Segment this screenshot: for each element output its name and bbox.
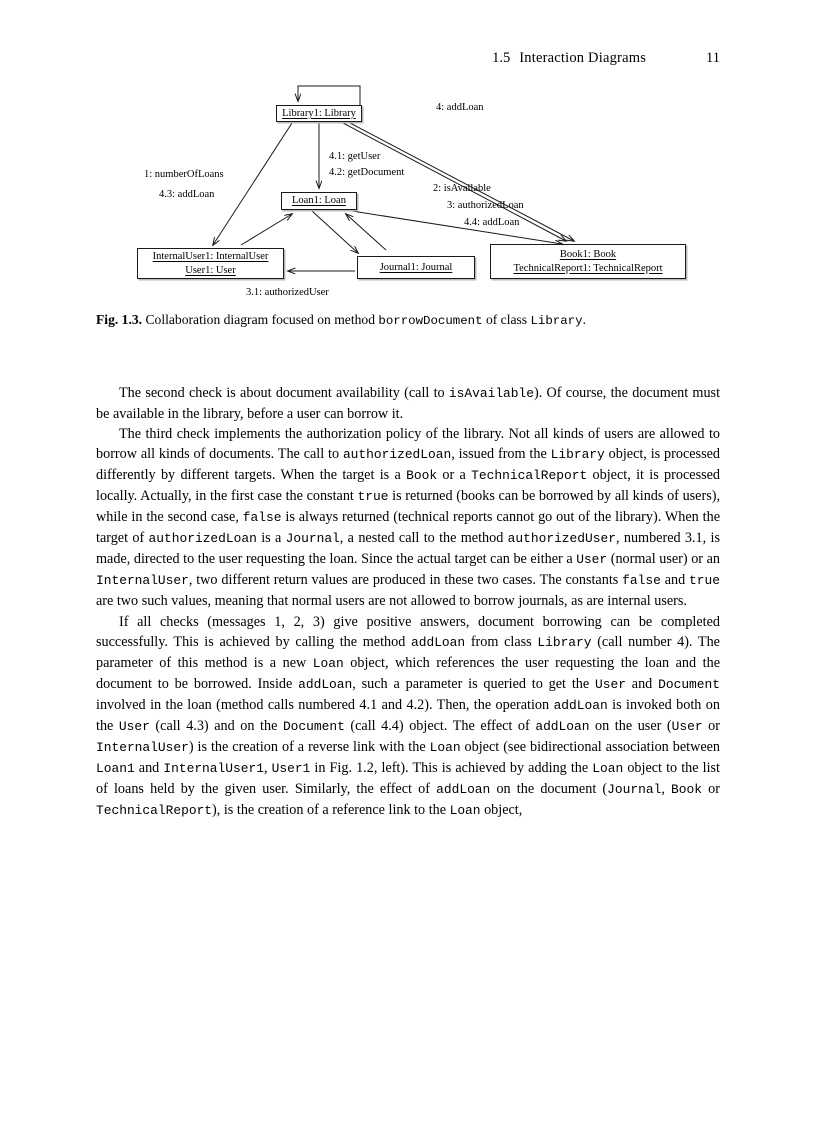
figure-caption — [96, 310, 720, 331]
object-library[interactable] — [276, 105, 362, 122]
p1-text-1: The second check is about document availability (call to — [119, 385, 449, 401]
object-users-line-2: User1: User — [185, 264, 236, 276]
message-label-add-loan-user: 4.3: addLoan — [159, 189, 215, 200]
p3-text-5: , such a parameter is queried to get the — [352, 675, 595, 692]
p3-mono-1: addLoan — [410, 634, 466, 650]
p3-mono-4: addLoan — [298, 676, 353, 692]
object-loan-line-1: Loan1: Loan — [292, 195, 346, 207]
p2-mono-5: true — [357, 489, 389, 505]
section-number: 1.5 — [492, 50, 511, 66]
p2-mono-4: TechnicalReport — [471, 468, 588, 484]
p3-text-2: from class — [465, 633, 538, 650]
p2-text-10: , numbered 3.1, is made, directed to the user requesting the loan. Since the actual target can be either a — [96, 530, 721, 568]
p2-text-4: or a — [437, 467, 472, 484]
message-label-get-user: 4.1: getUser — [329, 151, 381, 162]
p2-mono-3: Book — [406, 468, 438, 484]
p3-text-10: (call 4.4) object. The effect of — [344, 717, 536, 734]
p3-text-9: (call 4.3) and on the — [149, 717, 283, 734]
message-label-is-available: 2: isAvailable — [433, 183, 491, 194]
p3-mono-5: User — [595, 676, 626, 692]
p3-text-1: If all checks (messages 1, 2, 3) give positive answers, document borrowing can be completed successfully. This is achieved by calling the method — [96, 613, 720, 650]
figure-caption-mono-2: Library — [530, 314, 583, 328]
object-journal-line-1: Journal1: Journal — [379, 261, 453, 273]
p1-text-2: ). Of course, the document must be available in the library, before a user can borrow it. — [96, 385, 721, 423]
page-number: 11 — [706, 50, 720, 66]
p2-text-6: is returned (books can be borrowed by all kinds of users), while in the second case, — [96, 488, 720, 526]
message-label-authorized-loan: 3: authorizedLoan — [447, 200, 524, 211]
p2-text-8: is a — [256, 530, 286, 547]
p3-mono-3: Loan — [312, 655, 344, 671]
p3-mono-9: Document — [282, 718, 345, 734]
p2-mono-6: false — [242, 510, 282, 526]
p3-text-13: ) is the creation of a reverse link with the — [188, 738, 430, 755]
p3-text-11: on the user ( — [589, 717, 672, 734]
object-document-line-1: Book1: Book — [559, 248, 617, 260]
p3-mono-19: Journal — [607, 781, 662, 797]
p2-text-13: and — [660, 572, 690, 589]
p3-text-12: or — [702, 717, 720, 734]
p3-mono-8: User — [118, 718, 150, 734]
object-journal[interactable] — [357, 256, 475, 279]
p2-mono-12: false — [622, 573, 661, 589]
figure-caption-mono-1: borrowDocument — [378, 314, 483, 328]
p2-text-9: , a nested call to the method — [339, 530, 508, 547]
paragraph-3 — [96, 612, 720, 821]
figure-caption-text-3: . — [582, 312, 586, 327]
p2-mono-2: Library — [550, 447, 605, 463]
message-label-self-add-loan: 4: addLoan — [436, 102, 484, 113]
p3-mono-11: User — [671, 718, 703, 734]
p3-mono-16: User1 — [271, 760, 311, 776]
p3-text-4: object, which references the user requesting the loan and the document to be borrowed. Inside — [96, 654, 720, 692]
p3-text-17: in Fig. 1.2, left). This is achieved by adding the — [310, 759, 593, 776]
figure-caption-text-2: of class — [485, 312, 528, 327]
object-users[interactable] — [137, 248, 284, 279]
message-label-number-of-loans: 1: numberOfLoans — [144, 169, 224, 180]
p2-mono-7: authorizedLoan — [148, 531, 257, 547]
figure-caption-text-1: Collaboration diagram focused on method — [145, 312, 376, 327]
p3-mono-2: Library — [537, 634, 592, 650]
p3-mono-10: addLoan — [535, 718, 590, 734]
p3-text-3: (call number 4). The parameter of this method is a new — [96, 633, 720, 671]
p3-mono-15: InternalUser1 — [163, 760, 264, 776]
p2-text-2: , issued from the — [451, 446, 551, 463]
p3-mono-17: Loan — [592, 760, 624, 776]
paragraph-1 — [96, 383, 720, 424]
p3-text-16: , — [263, 759, 272, 776]
p3-text-19: on the document ( — [490, 780, 608, 797]
p3-text-8: is invoked both on the — [96, 696, 720, 734]
p3-text-15: and — [134, 759, 164, 776]
object-loan[interactable] — [281, 192, 357, 210]
p2-mono-13: true — [689, 573, 720, 589]
p2-mono-11: InternalUser — [96, 573, 189, 589]
p3-text-6: and — [625, 675, 659, 692]
message-label-authorized-user: 3.1: authorizedUser — [246, 287, 329, 298]
p2-text-14: are two such values, meaning that normal users are not allowed to borrow journals, as are internal users. — [96, 593, 687, 610]
object-users-line-1: InternalUser1: InternalUser — [152, 250, 269, 262]
p2-text-12: , two different return values are produced in these two cases. The constants — [188, 572, 623, 589]
p2-mono-8: Journal — [285, 531, 340, 547]
p2-text-7: is always returned (technical reports cannot go out of the library). When the target of — [96, 509, 721, 547]
collaboration-diagram — [96, 78, 720, 300]
section-title: Interaction Diagrams — [519, 50, 647, 66]
object-document[interactable] — [490, 244, 686, 279]
p2-mono-1: authorizedLoan — [342, 447, 452, 463]
p3-mono-7: addLoan — [553, 697, 608, 713]
p3-mono-22: Loan — [449, 802, 481, 818]
p3-mono-20: Book — [671, 781, 702, 797]
p3-mono-6: Document — [658, 676, 720, 692]
p3-text-21: or — [701, 780, 720, 797]
object-library-line-1: Library1: Library — [282, 107, 356, 119]
p1-mono-1: isAvailable — [448, 386, 534, 401]
figure-caption-label: Fig. 1.3. — [96, 312, 143, 327]
p3-text-23: object, — [480, 801, 523, 818]
p3-text-22: ), is the creation of a reference link to the — [212, 801, 450, 818]
p3-mono-18: addLoan — [436, 781, 491, 797]
p2-text-5: object, it is processed locally. Actually, in the first case the constant — [96, 467, 720, 505]
p3-text-7: involved in the loan (method calls numbered 4.1 and 4.2). Then, the operation — [96, 696, 554, 713]
p3-mono-21: TechnicalReport — [96, 802, 213, 818]
p3-mono-14: Loan1 — [96, 760, 135, 776]
p2-text-11: (normal user) or an — [607, 551, 720, 568]
p3-text-14: object (see bidirectional association between — [460, 738, 721, 755]
message-label-get-document: 4.2: getDocument — [329, 167, 405, 178]
p2-text-1: The third check implements the authorization policy of the library. Not all kinds of users are allowed to borrow all kinds of documents. The call to — [96, 426, 720, 463]
body-text — [96, 383, 720, 821]
message-label-add-loan-doc: 4.4: addLoan — [464, 217, 520, 228]
p3-mono-13: Loan — [429, 739, 461, 755]
running-head — [96, 50, 720, 67]
object-document-line-2: TechnicalReport1: TechnicalReport — [513, 262, 663, 274]
p2-mono-10: User — [576, 552, 608, 568]
p2-mono-9: authorizedUser — [507, 531, 616, 547]
paragraph-2 — [96, 424, 720, 611]
p3-text-18: object to the list of loans held by the given user. Similarly, the effect of — [96, 759, 720, 797]
p2-text-3: object, is processed differently by different targets. When the target is a — [96, 446, 720, 484]
p3-mono-12: InternalUser — [96, 739, 189, 755]
p3-text-20: , — [661, 780, 672, 797]
